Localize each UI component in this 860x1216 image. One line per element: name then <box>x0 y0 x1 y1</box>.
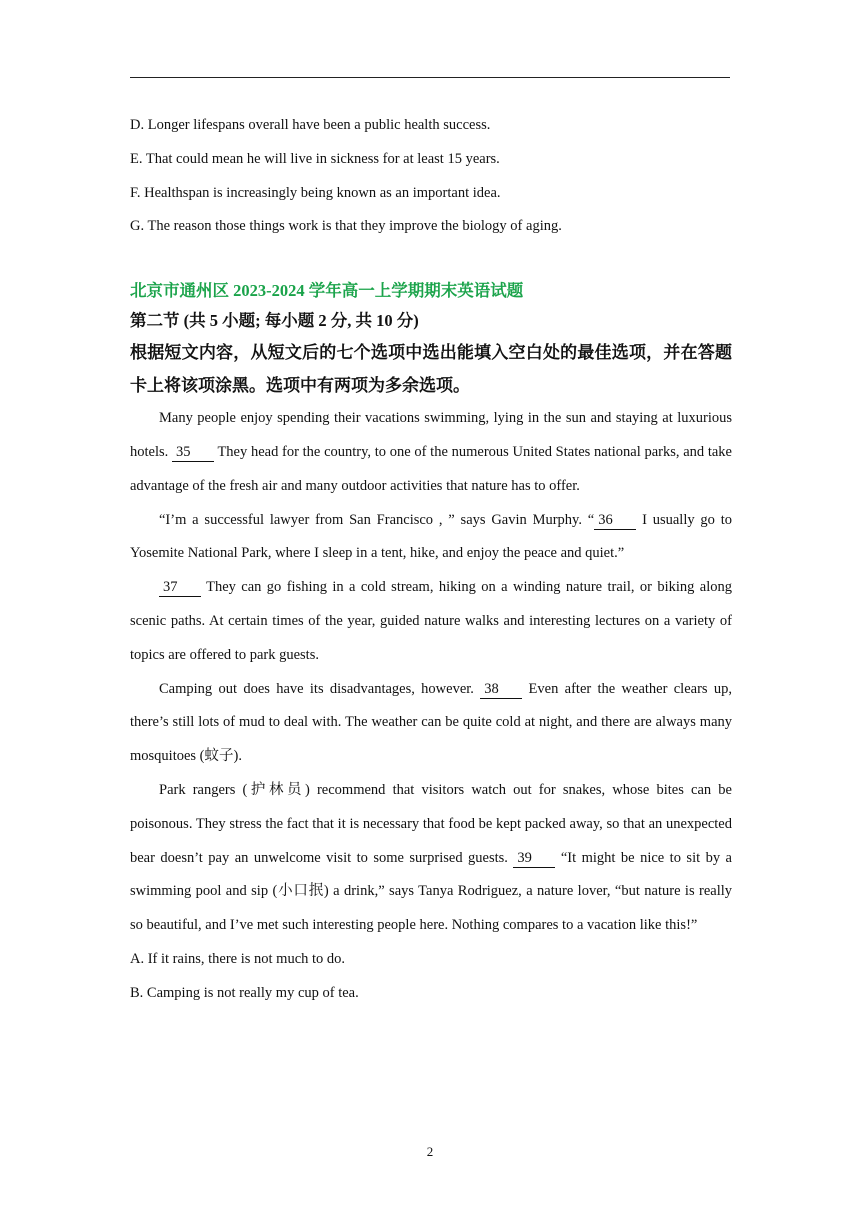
paragraph-text: Many people enjoy spending their vacations swimming, lying in the sun and staying at luxurious hotels. <box>130 410 732 460</box>
blank-36: 36 <box>594 512 636 530</box>
passage-paragraph-2 <box>130 504 732 572</box>
blank-37: 37 <box>159 579 201 597</box>
option-e: E. That could mean he will live in sickness for at least 15 years. <box>130 150 500 167</box>
paragraph-text: Camping out does have its disadvantages, however. <box>159 680 474 697</box>
section-title: 第二节 (共 5 小题; 每小题 2 分, 共 10 分) <box>130 311 419 331</box>
passage-paragraph-4 <box>130 673 732 774</box>
passage-paragraph-5 <box>130 774 732 943</box>
page-number: 2 <box>426 1144 434 1159</box>
blank-38: 38 <box>480 681 522 699</box>
option-g: G. The reason those things work is that they improve the biology of aging. <box>130 218 562 235</box>
passage-paragraph-3 <box>130 571 732 672</box>
header-rule <box>130 77 730 78</box>
option-f: F. Healthspan is increasingly being known as an important idea. <box>130 184 501 201</box>
option-a: A. If it rains, there is not much to do. <box>130 950 346 967</box>
page-content <box>130 109 732 1011</box>
option-b: B. Camping is not really my cup of tea. <box>130 984 359 1001</box>
paragraph-text: I usually go to Yosemite National Park, where I sleep in a tent, hike, and enjoy the peace and quiet.” <box>130 511 733 562</box>
option-d: D. Longer lifespans overall have been a public health success. <box>130 117 491 133</box>
blank-35: 35 <box>172 444 214 462</box>
paragraph-text: Park rangers (护林员) recommend that visitors watch out for snakes, whose bites can be poisonous. They stress the fact that it is necessary that food be kept packed away, so that an unexpected bear doesn’t pay an unwelcome visit to some surprised guests. <box>130 781 732 866</box>
source-heading: 北京市通州区 2023-2024 学年高一上学期期末英语试题 <box>130 281 524 301</box>
instruction-text: 根据短文内容，从短文后的七个选项中选出能填入空白处的最佳选项，并在答题卡上将该项涂黑。选项中有两项为多余选项。 <box>130 343 732 396</box>
paragraph-text: Even after the weather clears up, there’s still lots of mud to deal with. The weather can be quite cold at night, and there are always many mosquitoes (蚊子). <box>130 680 732 765</box>
blank-39: 39 <box>513 850 555 868</box>
paragraph-text: “I’m a successful lawyer from San Francisco , ” says Gavin Murphy. “ <box>159 511 595 528</box>
paragraph-text: They can go fishing in a cold stream, hiking on a winding nature trail, or biking along scenic paths. At certain times of the year, guided nature walks and interesting lectures on a variety of topics are offered to park guests. <box>130 579 732 663</box>
paragraph-text: They head for the country, to one of the numerous United States national parks, and take advantage of the fresh air and many outdoor activities that nature has to offer. <box>130 443 732 494</box>
paragraph-text: “It might be nice to sit by a swimming pool and sip (小口抿) a drink,” says Tanya Rodriguez, a nature lover, “but nature is really so beautiful, and I’ve met such interesting people here. Nothing compares to a vacation like this!” <box>130 849 732 934</box>
passage-paragraph-1 <box>130 402 732 503</box>
